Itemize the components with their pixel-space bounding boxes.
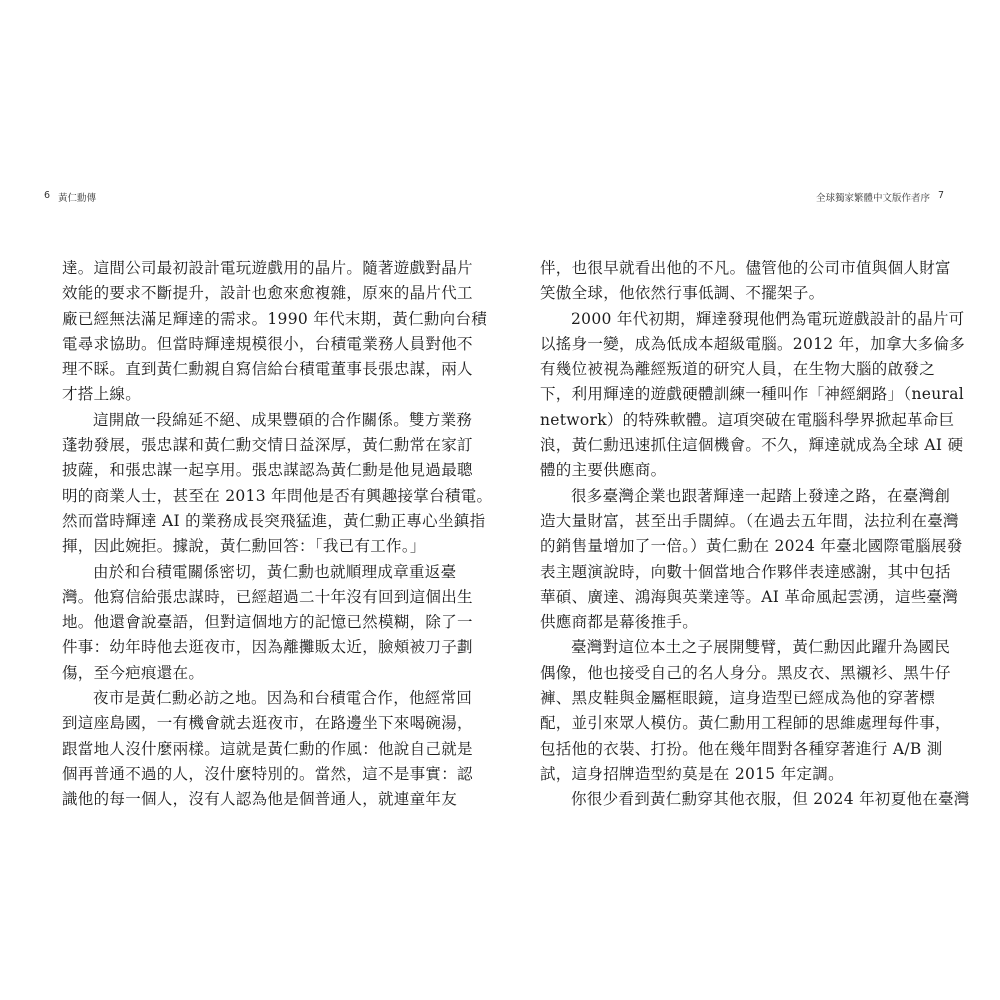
text-line: 地。他還會說臺語，但對這個地方的記憶已然模糊，除了一 [62,613,473,632]
right-running-header [816,190,944,204]
text-line: 下，利用輝達的遊戲硬體訓練一種叫作「神經網路」（neural [540,385,964,404]
text-line: 2000 年代初期，輝達發現他們為電玩遊戲設計的晶片可 [571,309,965,328]
text-line: 你很少看到黃仁勳穿其他衣服，但 2024 年初夏他在臺灣 [571,790,970,809]
left-page-number: 6 [44,190,51,201]
text-line: 浪，黃仁勳迅速抓住這個機會。不久，輝達就成為全球 AI 硬 [540,436,964,455]
text-line: 傷，至今疤痕還在。 [62,663,205,682]
text-line: 識他的每一個人，沒有人認為他是個普通人，就連童年友 [62,790,458,809]
text-line: 試，這身招牌造型約莫是在 2015 年定調。 [540,764,844,783]
text-line: 華碩、廣達、鴻海與英業達等。AI 革命風起雲湧，這些臺灣 [540,587,959,606]
text-line: 有幾位被視為離經叛道的研究人員，在生物大腦的啟發之 [540,360,936,379]
text-line: 由於和台積電關係密切，黃仁勳也就順理成章重返臺 [93,562,457,581]
text-line: 體的主要供應商。 [540,461,667,480]
text-line: 褲、黑皮鞋與金屬框眼鏡，這身造型已經成為他的穿著標 [540,689,936,708]
text-line: 包括他的衣裝、打扮。他在幾年間對各種穿著進行 A/B 測 [540,739,943,758]
text-line: 臺灣對這位本土之子展開雙臂，黃仁勳因此躍升為國民 [571,638,951,657]
left-running-header [44,190,96,204]
text-line: 表主題演說時，向數十個當地合作夥伴表達感謝，其中包括 [540,562,951,581]
text-line: 造大量財富，甚至出手闊綽。（在過去五年間，法拉利在臺灣 [540,511,959,530]
text-line: 跟當地人沒什麼兩樣。這就是黃仁勳的作風：他說自己就是 [62,739,473,758]
text-line: 廠已經無法滿足輝達的需求。1990 年代末期，黃仁勳向台積 [62,309,488,328]
right-page [500,0,1000,1000]
text-line: 很多臺灣企業也跟著輝達一起踏上發達之路，在臺灣創 [571,486,951,505]
text-line: 蓬勃發展，張忠謀和黃仁勳交情日益深厚，黃仁勳常在家訂 [62,436,473,455]
text-line: 揮，因此婉拒。據說，黃仁勳回答：「我已有工作。」 [62,537,426,556]
text-line: 夜市是黃仁勳必訪之地。因為和台積電合作，他經常回 [93,689,473,708]
text-line: 達。這間公司最初設計電玩遊戲用的晶片。隨著遊戲對晶片 [62,259,473,277]
text-line: 偶像，他也接受自己的名人身分。黑皮衣、黑襯衫、黑牛仔 [540,663,951,682]
text-line: 的銷售量增加了一倍。）黃仁勳在 2024 年臺北國際電腦展發 [540,537,963,556]
right-header-title: 全球獨家繁體中文版作者序 [815,193,930,204]
text-line: 伴，也很早就看出他的不凡。儘管他的公司市值與個人財富 [540,259,951,277]
left-body-text [62,256,493,813]
right-page-number: 7 [937,190,944,201]
text-line: 到這座島國，一有機會就去逛夜市，在路邊坐下來喝碗湯， [62,714,473,733]
text-line: 理不睬。直到黃仁勳親自寫信給台積電董事長張忠謀，兩人 [62,360,473,379]
text-line: 然而當時輝達 AI 的業務成長突飛猛進，黃仁勳正專心坐鎮指 [62,511,486,530]
right-body-text [540,256,970,813]
text-line: 配，並引來眾人模仿。黃仁勳用工程師的思維處理每件事， [540,714,951,733]
text-line: 這開啟一段綿延不絕、成果豐碩的合作關係。雙方業務 [93,410,473,429]
text-line: 披薩，和張忠謀一起享用。張忠謀認為黃仁勳是他見過最聰 [62,461,473,480]
text-line: 以搖身一變，成為低成本超級電腦。2012 年，加拿大多倫多 [540,334,966,353]
text-line: 才搭上線。 [62,385,142,404]
text-line: 供應商都是幕後推手。 [540,613,699,632]
text-line: 件事：幼年時他去逛夜市，因為離攤販太近，臉頰被刀子劃 [62,638,473,657]
left-header-title: 黃仁勳傳 [58,193,97,204]
text-line: 明的商業人士，甚至在 2013 年問他是否有興趣接掌台積電。 [62,486,493,505]
text-line: 個再普通不過的人，沒什麼特別的。當然，這不是事實：認 [62,764,473,783]
text-line: 笑傲全球，他依然行事低調、不擺架子。 [540,284,825,303]
text-line: 灣。他寫信給張忠謀時，已經超過二十年沒有回到這個出生 [62,587,473,606]
text-line: network）的特殊軟體。這項突破在電腦科學界掀起革命巨 [540,410,955,429]
text-line: 電尋求協助。但當時輝達規模很小，台積電業務人員對他不 [62,334,473,353]
text-line: 效能的要求不斷提升，設計也愈來愈複雜，原來的晶片代工 [62,284,473,303]
